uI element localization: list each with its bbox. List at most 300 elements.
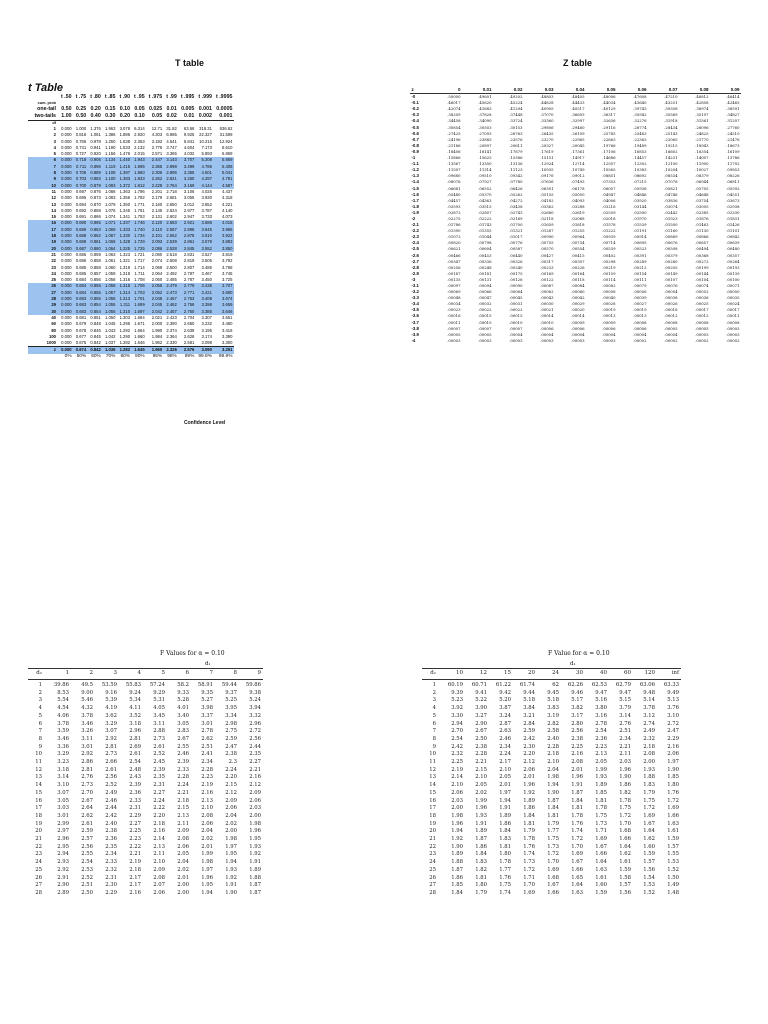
f-left-d2-value: 16: [35, 797, 42, 804]
z-prob-value: .42465: [726, 100, 740, 106]
z-prob-value: .22363: [633, 136, 647, 142]
f-left-value: 4.19: [105, 705, 117, 712]
t-value: 0.000: [59, 227, 74, 233]
f-left-value: 2.08: [201, 812, 213, 819]
f-right-value: 2.10: [499, 766, 511, 773]
f-left-row: [28, 680, 263, 690]
z-prob-value: .24196: [447, 136, 461, 142]
t-value: 1.476: [119, 151, 131, 157]
f-right-value: 2.15: [475, 766, 487, 773]
f-left-value: 2.53: [81, 866, 93, 873]
t-value: 2.718: [166, 188, 177, 194]
f-left-d2-value: 24: [35, 859, 42, 866]
t-value: 0.000: [61, 132, 72, 138]
z-prob-value: .13786: [726, 155, 740, 161]
f-right-value: 62: [552, 682, 559, 688]
z-prob-value: .04648: [695, 191, 709, 197]
f-right-value: 1.78: [499, 859, 511, 866]
z-prob-value: .06301: [540, 185, 554, 191]
f-right-value: 5.18: [523, 697, 535, 704]
f-table-right-grid: [422, 668, 681, 898]
f-right-value: 1.81: [499, 843, 511, 850]
t-value: 0.000: [59, 302, 74, 308]
f-right-value: 5.17: [571, 697, 583, 704]
t-value: 3.707: [179, 157, 197, 163]
t-value: 2.639: [183, 327, 195, 333]
f-left-value: 2.08: [153, 874, 165, 881]
two-tails-cell: 0.30: [105, 113, 116, 119]
f-left-row: [28, 859, 263, 867]
f-left-value: 1.99: [201, 851, 213, 858]
t-value: 0.883: [88, 176, 103, 182]
z-prob-value: .01700: [509, 222, 523, 228]
z-prob-value: .00027: [633, 301, 647, 307]
f-right-row: [422, 790, 681, 798]
f-right-value: 5.18: [547, 697, 559, 704]
f-left-value: 2.96: [57, 836, 69, 843]
z-prob-value: .00040: [602, 295, 616, 301]
f-right-value: 1.93: [475, 812, 487, 819]
z-prob-value: .00272: [695, 258, 709, 264]
z-prob-value: .07780: [509, 179, 523, 185]
t-value: 1.729: [132, 239, 147, 245]
f-right-value: 1.52: [643, 889, 655, 896]
z-header-cell: 0: [431, 87, 462, 94]
f-left-value: 2.81: [129, 735, 141, 742]
f-left-d2-value: 8: [38, 735, 42, 742]
f-right-value: 3.92: [451, 705, 463, 712]
z-prob-value: .02385: [695, 209, 709, 215]
z-prob-value: .47210: [664, 94, 678, 100]
z-prob-value: .00008: [695, 319, 709, 325]
t-value: 6.965: [166, 132, 177, 138]
t-value: 2.093: [147, 239, 165, 245]
f-left-value: 2.44: [105, 805, 117, 812]
df-value: 1: [53, 126, 56, 131]
f-right-value: 1.61: [619, 859, 631, 866]
f-left-value: 1.88: [249, 874, 261, 881]
t-value: 1.350: [119, 201, 131, 207]
t-value: 0.000: [59, 309, 74, 315]
df-value: 6: [28, 157, 59, 163]
f-right-value: 1.75: [619, 805, 631, 812]
t-value: 4.781: [214, 176, 235, 182]
f-table-right-d1-label: d₁: [570, 661, 576, 667]
t-value: 0.677: [75, 333, 87, 339]
z-prob-value: .02872: [447, 209, 461, 215]
t-value: 0.845: [90, 333, 101, 339]
z-prob-value: .23270: [540, 136, 554, 142]
f-right-value: 2.32: [643, 735, 655, 742]
t-value: 4.032: [183, 151, 195, 157]
f-right-value: 2.10: [451, 782, 463, 789]
t-value: 1.043: [104, 327, 116, 333]
t-value: 2.060: [151, 277, 163, 283]
z-prob-value: .25785: [602, 130, 616, 136]
f-left-value: 2.43: [129, 774, 141, 781]
z-prob-value: .02559: [602, 209, 616, 215]
f-right-value: 2.00: [451, 805, 463, 812]
f-left-d2-value: 10: [35, 751, 42, 758]
f-left-value: 2.72: [249, 728, 261, 735]
z-row-label: -2.1: [411, 222, 419, 228]
f-right-value: 2.14: [451, 774, 463, 781]
t-value: 0.873: [90, 195, 101, 201]
t-value: 1.108: [103, 170, 118, 176]
f-right-value: 1.86: [451, 874, 463, 881]
t-value: 3.745: [221, 270, 233, 276]
t-value: 3.485: [201, 264, 212, 270]
z-row-label: -0.4: [411, 118, 419, 124]
f-right-value: 1.87: [571, 789, 583, 796]
t-value: 2.086: [147, 246, 165, 252]
t-value: 1.061: [104, 258, 116, 264]
f-right-value: 2.01: [571, 766, 583, 773]
f-right-value: 9.39: [451, 689, 463, 696]
f-left-row: [28, 867, 263, 875]
z-prob-value: .00035: [726, 295, 740, 301]
t-value: 4.303: [151, 132, 163, 138]
t-value: 2.462: [164, 302, 179, 308]
t-value: 1.282: [119, 340, 131, 346]
z-prob-value: .10383: [633, 167, 647, 173]
t-value: 1.313: [117, 296, 132, 302]
z-prob-value: .22065: [664, 136, 678, 142]
z-prob-value: .04182: [540, 197, 554, 203]
z-prob-value: .00032: [478, 301, 492, 307]
t-value: 2.650: [166, 201, 177, 207]
t-value: 1.058: [104, 277, 116, 283]
f-right-value: 2.51: [619, 728, 631, 735]
t-value: 0.691: [75, 214, 87, 220]
t-header-cell: t .99: [166, 94, 177, 100]
t-value: 1.397: [117, 170, 132, 176]
z-prob-value: .00100: [726, 276, 740, 282]
f-left-value: 1.93: [225, 866, 237, 873]
z-prob-value: .06552: [478, 185, 492, 191]
f-right-row: [422, 836, 681, 844]
f-right-value: 2.78: [595, 720, 607, 727]
z-value: 1.036: [103, 347, 118, 354]
f-left-value: 2.55: [177, 743, 189, 750]
t-value: 0.859: [90, 251, 101, 257]
f-right-header-cell: 12: [465, 669, 489, 680]
t-value: 3.930: [201, 195, 212, 201]
t-value: 0.000: [61, 188, 72, 194]
z-prob-value: .00118: [571, 276, 585, 282]
confidence-pct: 70%: [105, 353, 116, 359]
f-right-row: [422, 680, 681, 690]
t-value: 0.727: [75, 151, 87, 157]
f-right-value: 9.47: [619, 689, 631, 696]
f-right-value: 1.86: [619, 782, 631, 789]
f-right-value: 2.21: [475, 759, 487, 766]
f-left-value: 2.47: [225, 743, 237, 750]
z-prob-value: .05705: [695, 185, 709, 191]
f-right-value: 1.92: [451, 836, 463, 843]
f-right-header-cell: 24: [537, 669, 561, 680]
df-label: df: [28, 121, 59, 127]
f-right-value: 1.53: [643, 882, 655, 889]
f-left-value: 2.19: [129, 859, 141, 866]
f-left-value: 3.05: [177, 720, 189, 727]
f-left-value: 2.10: [153, 859, 165, 866]
z-prob-value: .00010: [540, 319, 554, 325]
t-value: 2.998: [164, 164, 179, 170]
z-prob-value: .01743: [478, 222, 492, 228]
f-right-value: 1.89: [475, 828, 487, 835]
f-left-value: 2.96: [249, 720, 261, 727]
df-value: 5: [53, 151, 56, 157]
f-right-value: 1.64: [643, 828, 655, 835]
z-prob-value: .12714: [571, 161, 585, 167]
z-prob-value: .13136: [509, 161, 523, 167]
z-prob-value: .01191: [633, 228, 647, 234]
z-prob-value: .39358: [664, 106, 678, 112]
f-left-header-cell: 8: [215, 669, 239, 680]
z-prob-value: .27093: [478, 130, 492, 136]
t-value: 63.66: [183, 126, 195, 131]
f-right-value: 2.47: [667, 728, 679, 735]
t-value: 3.659: [214, 302, 235, 308]
df-corner: [28, 94, 59, 101]
t-value: 2.015: [134, 151, 145, 157]
z-prob-value: .35569: [664, 112, 678, 118]
z-prob-value: .00149: [664, 270, 678, 276]
f-right-value: 1.90: [451, 843, 463, 850]
z-header-row: [410, 87, 741, 94]
f-right-value: 1.81: [595, 797, 607, 804]
f-right-value: 1.81: [523, 820, 535, 827]
t-value: 3.390: [221, 333, 233, 339]
f-right-value: 2.67: [475, 728, 487, 735]
f-right-value: 2.34: [499, 743, 511, 750]
t-value: 2.819: [183, 258, 195, 264]
f-left-value: 3.07: [57, 789, 69, 796]
t-value: 2.069: [151, 264, 163, 270]
t-value: 1.058: [103, 283, 118, 289]
f-right-value: 1.60: [643, 843, 655, 850]
df-value: 27: [28, 290, 59, 296]
f-right-value: 1.57: [667, 843, 679, 850]
t-value: 636.62: [219, 126, 233, 131]
f-left-value: 2.81: [105, 743, 117, 750]
t-value: 1.042: [104, 333, 116, 339]
f-right-d2-value: 6: [432, 720, 436, 727]
z-prob-value: .00005: [726, 325, 740, 331]
t-value: 1.721: [134, 251, 145, 257]
z-prob-value: .00011: [447, 319, 461, 325]
z-prob-value: .03920: [633, 197, 647, 203]
f-left-value: 2.18: [177, 797, 189, 804]
two-tails-row: [28, 113, 234, 121]
two-tails-cell: 0.10: [134, 113, 145, 119]
t-value: 1.330: [117, 233, 132, 239]
z-prob-value: .00004: [509, 331, 523, 337]
t-value: 1.337: [117, 220, 132, 226]
t-value: 0.000: [59, 296, 74, 302]
f-left-value: 2.09: [225, 797, 237, 804]
f-right-value: 1.52: [667, 866, 679, 873]
f-left-value: 3.40: [177, 712, 189, 719]
f-left-value: 2.52: [153, 751, 165, 758]
f-right-value: 1.88: [643, 774, 655, 781]
f-right-value: 1.64: [619, 843, 631, 850]
f-right-value: 2.36: [595, 735, 607, 742]
z-prob-value: .40517: [571, 106, 585, 112]
f-left-value: 2.20: [225, 774, 237, 781]
f-left-value: 1.87: [249, 882, 261, 889]
z-prob-value: .00002: [695, 337, 709, 343]
f-left-value: 2.34: [105, 851, 117, 858]
f-right-value: 5.23: [451, 697, 463, 704]
t-header-cell: t .85: [104, 94, 116, 100]
t-value: 2.921: [179, 220, 197, 226]
df-value: 12: [51, 195, 56, 201]
f-left-value: 59.44: [221, 682, 237, 688]
f-right-value: 2.05: [475, 782, 487, 789]
f-left-value: 2.23: [201, 774, 213, 781]
t-value: 2.485: [166, 277, 177, 283]
f-right-value: 1.87: [547, 797, 559, 804]
z-prob-value: .00820: [447, 240, 461, 246]
z-prob-value: .04093: [571, 197, 585, 203]
f-right-d2-value: 21: [429, 836, 436, 843]
z-prob-value: .00007: [447, 325, 461, 331]
f-right-header-cell: 30: [561, 669, 585, 680]
f-right-value: 2.18: [547, 751, 559, 758]
confidence-pct: 50%: [76, 353, 87, 359]
f-right-value: 1.82: [619, 789, 631, 796]
f-left-value: 3.01: [201, 720, 213, 727]
f-right-row: [422, 759, 681, 767]
t-value: 0.857: [90, 270, 101, 276]
t-value: 0.765: [75, 138, 87, 144]
t-value: 31.82: [166, 126, 177, 131]
z-prob-value: .00714: [602, 240, 616, 246]
z-prob-value: .00604: [478, 246, 492, 252]
f-left-header-cell: 5: [143, 669, 167, 680]
f-left-value: 2.04: [177, 859, 189, 866]
z-value: 1.645: [132, 347, 147, 354]
f-right-value: 2.42: [523, 735, 535, 742]
f-left-row: [28, 805, 263, 813]
z-prob-value: .00007: [478, 325, 492, 331]
f-left-value: 2.27: [129, 820, 141, 827]
f-right-value: 1.91: [571, 782, 583, 789]
f-right-value: 9.49: [667, 689, 679, 696]
f-left-d2-value: 21: [35, 836, 42, 843]
t-value: 2.473: [164, 290, 179, 296]
f-right-d2-value: 1: [432, 682, 436, 688]
t-value: 1.061: [90, 132, 101, 138]
f-right-d2-value: 2: [432, 689, 436, 696]
f-right-value: 2.74: [643, 720, 655, 727]
f-right-row: [422, 875, 681, 883]
f-left-row: [28, 721, 263, 729]
t-value: 0.855: [88, 290, 103, 296]
f-left-d2-value: 28: [35, 889, 42, 896]
t-value: 2.479: [164, 283, 179, 289]
f-left-value: 2.75: [225, 728, 237, 735]
t-value: 1.100: [103, 176, 118, 182]
t-value: 0.000: [61, 251, 72, 257]
t-value: 0.000: [61, 277, 72, 283]
f-right-value: 2.94: [451, 720, 463, 727]
z-row-label: -2.7: [411, 258, 419, 264]
df-value: 28: [28, 296, 59, 302]
z-prob-value: .02680: [540, 209, 554, 215]
t-value: 9.925: [183, 132, 195, 138]
t-value: 1.310: [117, 309, 132, 315]
t-value: 5.841: [183, 138, 195, 144]
t-value: 1.079: [104, 201, 116, 207]
z-prob-value: .28434: [664, 124, 678, 130]
t-value: 1.886: [119, 132, 131, 138]
f-left-value: 1.97: [225, 843, 237, 850]
t-value: 0.685: [75, 270, 87, 276]
z-prob-value: .00114: [602, 276, 616, 282]
f-right-value: 2.76: [619, 720, 631, 727]
f-left-value: 3.11: [153, 720, 165, 727]
z-prob-value: .00111: [633, 276, 647, 282]
f-left-value: 2.70: [81, 789, 93, 796]
f-left-value: 2.35: [249, 751, 261, 758]
t-value: 1.315: [117, 283, 132, 289]
f-right-value: 2.38: [571, 735, 583, 742]
f-right-d2-label: d₂: [422, 669, 441, 680]
z-prob-value: .00003: [571, 337, 585, 343]
z-prob-value: .10204: [664, 167, 678, 173]
one-tail-cell: 0.05: [134, 106, 145, 112]
t-value: 1.056: [103, 296, 118, 302]
z-prob-value: .40129: [602, 106, 616, 112]
t-value: 3.450: [201, 277, 212, 283]
t-value: 0.703: [74, 176, 89, 182]
z-prob-value: .08534: [664, 173, 678, 179]
z-prob-value: .50000: [447, 94, 461, 100]
f-left-value: 1.89: [249, 866, 261, 873]
t-value: 1.060: [104, 264, 116, 270]
z-row-label: -1.3: [411, 173, 419, 179]
t-header-cell: t .75: [75, 94, 87, 100]
z-prob-value: .01017: [509, 234, 523, 240]
z-prob-value: .04457: [447, 197, 461, 203]
f-right-value: 2.10: [547, 759, 559, 766]
f-left-value: 2.99: [57, 820, 69, 827]
z-prob-value: .00066: [478, 289, 492, 295]
one-tail-cell: 0.50: [61, 106, 72, 112]
z-prob-value: .07927: [478, 179, 492, 185]
z-prob-value: .06057: [602, 185, 616, 191]
f-right-value: 1.71: [523, 874, 535, 881]
f-left-value: 2.24: [177, 782, 189, 789]
t-value: 3.579: [196, 239, 214, 245]
f-left-value: 2.50: [81, 889, 93, 896]
f-right-row: [422, 805, 681, 813]
t-value: 1.050: [104, 314, 116, 320]
z-prob-value: .21770: [695, 136, 709, 142]
z-row-label: -1.1: [411, 161, 419, 167]
f-right-value: 1.93: [643, 766, 655, 773]
f-left-value: 2.02: [177, 866, 189, 873]
t-value: 1.753: [134, 214, 145, 220]
f-right-value: 1.66: [667, 812, 679, 819]
f-right-value: 1.87: [451, 866, 463, 873]
t-value: 0.000: [61, 201, 72, 207]
f-right-value: 1.76: [571, 820, 583, 827]
f-left-value: 3.18: [57, 766, 69, 773]
